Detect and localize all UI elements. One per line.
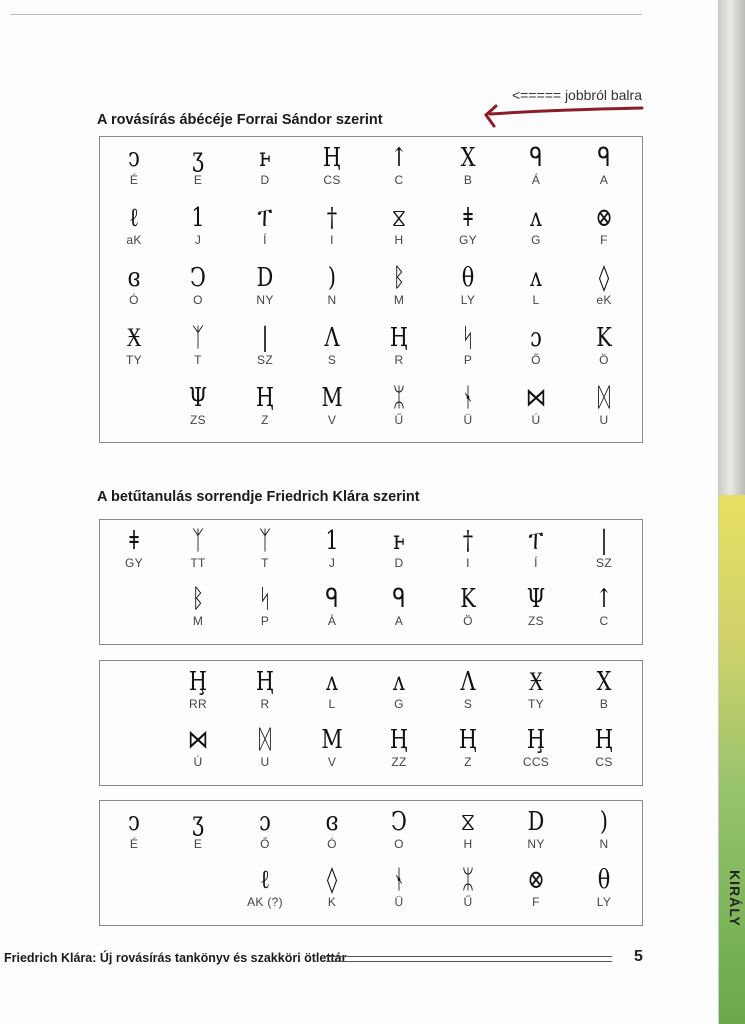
rune-glyph: ᛉ [258, 526, 272, 556]
rune-glyph: ᛯ [461, 865, 475, 895]
rune-glyph: Ḩ [188, 667, 208, 697]
rune-glyph: ℓ [129, 203, 139, 233]
rune-label: Ó [327, 837, 337, 851]
rune-cell [164, 263, 232, 323]
rune-cell [434, 263, 502, 323]
rune-cell [570, 807, 638, 867]
table-row [100, 584, 642, 646]
rune-cell [570, 584, 638, 644]
rune-glyph: ᛒ [191, 584, 205, 614]
rune-glyph: ) [327, 263, 337, 293]
alphabet-table [99, 136, 643, 443]
rune-label: Í [534, 556, 538, 570]
rune-glyph: ʌ [530, 263, 542, 293]
rune-label: C [599, 614, 609, 628]
rune-glyph: ↑ [595, 584, 613, 614]
rune-glyph [107, 383, 161, 413]
rune-cell [100, 143, 168, 203]
rune-cell [164, 526, 232, 586]
rune-cell [164, 725, 232, 785]
rune-glyph: ↄ [128, 807, 140, 837]
rune-label: L [328, 697, 336, 711]
rune-cell [100, 526, 168, 586]
direction-label: <===== jobbról balra [512, 87, 642, 103]
rune-cell [502, 526, 570, 586]
rune-glyph: Ψ [188, 383, 208, 413]
footer-citation: Friedrich Klára: Új rovásírás tankönyv és szakköri ötlettár [4, 951, 347, 965]
rune-cell [570, 323, 638, 383]
rune-cell [365, 143, 433, 203]
rune-label: TY [126, 353, 142, 367]
rune-glyph: θ [597, 865, 611, 895]
rune-label: Ő [531, 353, 541, 367]
rune-glyph: 1 [325, 526, 339, 556]
rune-glyph: ʌ [530, 203, 542, 233]
rune-cell [570, 263, 638, 323]
rune-label: H [394, 233, 404, 247]
rune-cell [502, 667, 570, 727]
rune-glyph: ᛞ [258, 725, 272, 755]
rune-glyph: ⱶ [259, 143, 271, 173]
rune-label: F [600, 233, 608, 247]
rune-label: Ö [463, 614, 473, 628]
rune-glyph: D [527, 807, 545, 837]
rune-label: O [394, 837, 404, 851]
rune-label: A [599, 173, 609, 187]
table-row [100, 667, 642, 729]
rune-label: Ú [193, 755, 203, 769]
rune-cell [298, 584, 366, 644]
rune-glyph: ᛉ [191, 323, 205, 353]
rune-label: P [260, 614, 270, 628]
table-row [100, 323, 642, 385]
rune-label: Ü [394, 895, 404, 909]
rune-label: B [599, 697, 609, 711]
rune-label: Ó [129, 293, 139, 307]
table-row [100, 807, 642, 869]
rune-label: É [129, 173, 139, 187]
rune-cell [231, 725, 299, 785]
rune-cell [231, 584, 299, 644]
rune-label: N [327, 293, 337, 307]
rune-glyph: ǂ [463, 203, 473, 233]
rune-glyph: ʌ [393, 667, 405, 697]
rune-glyph: ɞ [127, 263, 141, 293]
rune-cell [434, 203, 502, 263]
rune-glyph: ᛋ [461, 323, 475, 353]
rune-label: Z [464, 755, 472, 769]
rune-glyph [107, 667, 161, 697]
rune-cell [298, 667, 366, 727]
rune-glyph: Ⅹ [460, 143, 476, 173]
rune-label: M [393, 293, 405, 307]
rune-glyph: M [321, 383, 343, 413]
rune-cell [231, 807, 299, 867]
rune-cell [434, 865, 502, 925]
rune-label: P [463, 353, 473, 367]
rune-glyph: 1 [191, 203, 205, 233]
rune-glyph: ↑ [390, 143, 408, 173]
rune-glyph: ◊ [326, 865, 338, 895]
rune-glyph: Ⱨ [255, 383, 275, 413]
rune-label: S [463, 697, 473, 711]
rune-cell [365, 383, 433, 443]
rune-glyph: Ↄ [391, 807, 407, 837]
rune-glyph: ɞ [325, 807, 339, 837]
rune-cell [100, 807, 168, 867]
rune-label: CCS [522, 755, 550, 769]
rune-cell [434, 383, 502, 443]
rune-label: Z [261, 413, 269, 427]
rune-cell [570, 667, 638, 727]
rune-glyph: ᛯ [392, 383, 406, 413]
rune-cell [570, 383, 638, 443]
rune-glyph: ⋈ [187, 725, 209, 755]
rune-glyph: ᑫ [392, 584, 406, 614]
rune-glyph [107, 584, 161, 614]
rune-cell [164, 383, 232, 443]
rune-glyph: ⊗ [527, 865, 545, 895]
rune-label: TT [190, 556, 206, 570]
rune-glyph: M [321, 725, 343, 755]
rune-label: Ű [463, 895, 473, 909]
rune-glyph: ɔ [530, 323, 542, 353]
spine-text: KIRÁLY [727, 870, 743, 927]
rune-label: U [599, 413, 609, 427]
table-row [100, 526, 642, 588]
rune-label: aK [126, 233, 142, 247]
rune-glyph [107, 725, 161, 755]
rune-cell [298, 807, 366, 867]
learning-order-table-3 [99, 800, 643, 926]
table-row [100, 725, 642, 787]
rune-label: AK (?) [247, 895, 283, 909]
rune-cell [365, 526, 433, 586]
rune-glyph: ⱶ [393, 526, 405, 556]
rune-label: U [260, 755, 270, 769]
rune-label: T [194, 353, 202, 367]
rune-label: A [394, 614, 404, 628]
rune-cell [100, 667, 168, 727]
section-title-forrai: A rovásírás ábécéje Forrai Sándor szerint [97, 112, 383, 128]
rune-label: Í [263, 233, 267, 247]
rune-cell [434, 807, 502, 867]
rune-cell [502, 725, 570, 785]
learning-order-table-1 [99, 519, 643, 645]
rune-label: ZZ [391, 755, 407, 769]
rune-label: Ü [463, 413, 473, 427]
rune-label: Á [327, 614, 337, 628]
rune-glyph: Λ [460, 667, 476, 697]
rune-glyph: K [460, 584, 476, 614]
section-title-friedrich: A betűtanulás sorrendje Friedrich Klára szerint [97, 489, 420, 505]
rune-glyph: θ [461, 263, 475, 293]
rune-label: V [327, 755, 337, 769]
rune-label: ZS [190, 413, 206, 427]
rune-cell [298, 203, 366, 263]
rune-label: NY [527, 837, 545, 851]
rune-cell [100, 865, 168, 925]
rune-glyph: ⋈ [525, 383, 547, 413]
rune-glyph: Ⱨ [389, 725, 409, 755]
rune-glyph: ᛉ [191, 526, 205, 556]
rune-glyph: Ḩ [526, 725, 546, 755]
rune-cell [434, 143, 502, 203]
rune-glyph: | [261, 323, 269, 353]
rune-cell [164, 323, 232, 383]
rune-cell [570, 725, 638, 785]
rune-cell [100, 263, 168, 323]
rune-glyph: Ↄ [190, 263, 206, 293]
rune-glyph: ǂ [129, 526, 139, 556]
rune-label: D [260, 173, 270, 187]
rune-label: SZ [257, 353, 273, 367]
rune-cell [298, 526, 366, 586]
rune-label: R [394, 353, 404, 367]
rune-label: J [328, 556, 336, 570]
rune-label: V [327, 413, 337, 427]
rune-cell [365, 667, 433, 727]
rune-glyph: ◊ [598, 263, 610, 293]
rune-label: GY [459, 233, 477, 247]
rune-cell [502, 263, 570, 323]
rune-cell [570, 865, 638, 925]
rune-label: ZS [528, 614, 544, 628]
rune-label: eK [596, 293, 612, 307]
arrow-left-icon [480, 104, 646, 132]
rune-cell [434, 323, 502, 383]
rune-cell [502, 865, 570, 925]
rune-label: Ű [394, 413, 404, 427]
rune-label: H [463, 837, 473, 851]
rune-cell [365, 323, 433, 383]
rune-glyph [171, 865, 225, 895]
rune-glyph: | [600, 526, 608, 556]
rune-label: SZ [596, 556, 612, 570]
rune-glyph: ᑫ [529, 143, 543, 173]
rune-glyph: ⧖ [391, 203, 407, 233]
top-rule [10, 14, 642, 15]
rune-cell [502, 143, 570, 203]
rune-label: C [394, 173, 404, 187]
rune-cell [100, 584, 168, 644]
rune-cell [164, 584, 232, 644]
rune-label: CS [595, 755, 613, 769]
footer-rule [326, 956, 612, 962]
rune-cell [365, 807, 433, 867]
rune-label: K [327, 895, 337, 909]
rune-glyph: ᑫ [325, 584, 339, 614]
rune-glyph: Ψ [526, 584, 546, 614]
rune-cell [164, 143, 232, 203]
rune-label: S [327, 353, 337, 367]
rune-cell [164, 667, 232, 727]
rune-cell [231, 526, 299, 586]
rune-cell [100, 725, 168, 785]
rune-cell [365, 584, 433, 644]
rune-glyph: ↄ [128, 143, 140, 173]
rune-label: B [463, 173, 473, 187]
rune-cell [365, 725, 433, 785]
rune-label: LY [596, 895, 612, 909]
rune-label: É [129, 837, 139, 851]
rune-label: E [193, 837, 203, 851]
rune-glyph: ᛞ [597, 383, 611, 413]
rune-cell [164, 807, 232, 867]
rune-cell [365, 263, 433, 323]
rune-cell [100, 383, 168, 443]
rune-glyph: D [256, 263, 274, 293]
rune-cell [434, 725, 502, 785]
rune-cell [298, 323, 366, 383]
rune-cell [164, 865, 232, 925]
rune-label: F [532, 895, 540, 909]
table-row [100, 143, 642, 205]
rune-glyph: ʒ [192, 807, 204, 837]
rune-label: CS [323, 173, 341, 187]
table-row [100, 865, 642, 927]
rune-glyph: Ӿ [528, 667, 544, 697]
rune-label: O [193, 293, 203, 307]
rune-label: NY [256, 293, 274, 307]
rune-cell [434, 526, 502, 586]
rune-label: I [330, 233, 334, 247]
rune-glyph: Ⱨ [594, 725, 614, 755]
rune-cell [502, 584, 570, 644]
rune-cell [502, 383, 570, 443]
rune-label: GY [125, 556, 143, 570]
rune-glyph: ʌ [326, 667, 338, 697]
rune-label: Á [531, 173, 541, 187]
rune-glyph: ⊗ [595, 203, 613, 233]
rune-label: G [531, 233, 541, 247]
rune-glyph: ᛋ [258, 584, 272, 614]
rune-label: N [599, 837, 609, 851]
rune-label: T [261, 556, 269, 570]
rune-glyph: ⧖ [460, 807, 476, 837]
rune-cell [502, 203, 570, 263]
table-row [100, 263, 642, 325]
rune-label: L [532, 293, 540, 307]
table-row [100, 383, 642, 445]
rune-label: Ú [531, 413, 541, 427]
rune-label: M [192, 614, 204, 628]
page-number: 5 [634, 948, 643, 965]
rune-glyph: † [462, 526, 474, 556]
rune-cell [100, 323, 168, 383]
rune-cell [231, 263, 299, 323]
rune-label: RR [189, 697, 207, 711]
rune-cell [231, 143, 299, 203]
rune-cell [570, 526, 638, 586]
rune-cell [100, 203, 168, 263]
table-row [100, 203, 642, 265]
rune-cell [298, 143, 366, 203]
rune-glyph: ᛀ [461, 383, 475, 413]
rune-glyph: ᑫ [597, 143, 611, 173]
rune-glyph: Ң [389, 323, 409, 353]
rune-cell [231, 323, 299, 383]
rune-glyph: ʒ [192, 143, 204, 173]
rune-glyph: Ⱨ [458, 725, 478, 755]
rune-cell [502, 807, 570, 867]
rune-cell [502, 323, 570, 383]
rune-label: I [466, 556, 470, 570]
rune-glyph: Ⱨ [322, 143, 342, 173]
rune-glyph [107, 865, 161, 895]
rune-cell [570, 143, 638, 203]
rune-glyph: ℓ [260, 865, 270, 895]
rune-label: E [193, 173, 203, 187]
rune-glyph: † [326, 203, 338, 233]
rune-cell [231, 383, 299, 443]
rune-label: D [394, 556, 404, 570]
rune-cell [434, 584, 502, 644]
rune-glyph: ᛀ [392, 865, 406, 895]
learning-order-table-2 [99, 660, 643, 786]
rune-label: LY [460, 293, 476, 307]
rune-cell [570, 203, 638, 263]
rune-label: TY [528, 697, 544, 711]
rune-label: Ő [260, 837, 270, 851]
rune-cell [298, 383, 366, 443]
rune-label: J [194, 233, 202, 247]
rune-cell [231, 667, 299, 727]
rune-glyph: Ⅹ [596, 667, 612, 697]
rune-cell [434, 667, 502, 727]
rune-cell [298, 725, 366, 785]
rune-label: Ö [599, 353, 609, 367]
rune-glyph: Λ [324, 323, 340, 353]
rune-glyph: ɔ [259, 807, 271, 837]
rune-glyph: K [596, 323, 612, 353]
rune-cell [365, 203, 433, 263]
rune-cell [231, 203, 299, 263]
rune-cell [365, 865, 433, 925]
rune-label: R [260, 697, 270, 711]
rune-glyph: Ӿ [126, 323, 142, 353]
rune-glyph: ) [599, 807, 609, 837]
rune-glyph: Ң [255, 667, 275, 697]
rune-cell [231, 865, 299, 925]
rune-glyph: ፐ [528, 526, 544, 556]
rune-label: G [394, 697, 404, 711]
rune-cell [164, 203, 232, 263]
rune-glyph: ᛒ [392, 263, 406, 293]
rune-cell [298, 263, 366, 323]
rune-cell [298, 865, 366, 925]
rune-glyph: ፐ [257, 203, 273, 233]
